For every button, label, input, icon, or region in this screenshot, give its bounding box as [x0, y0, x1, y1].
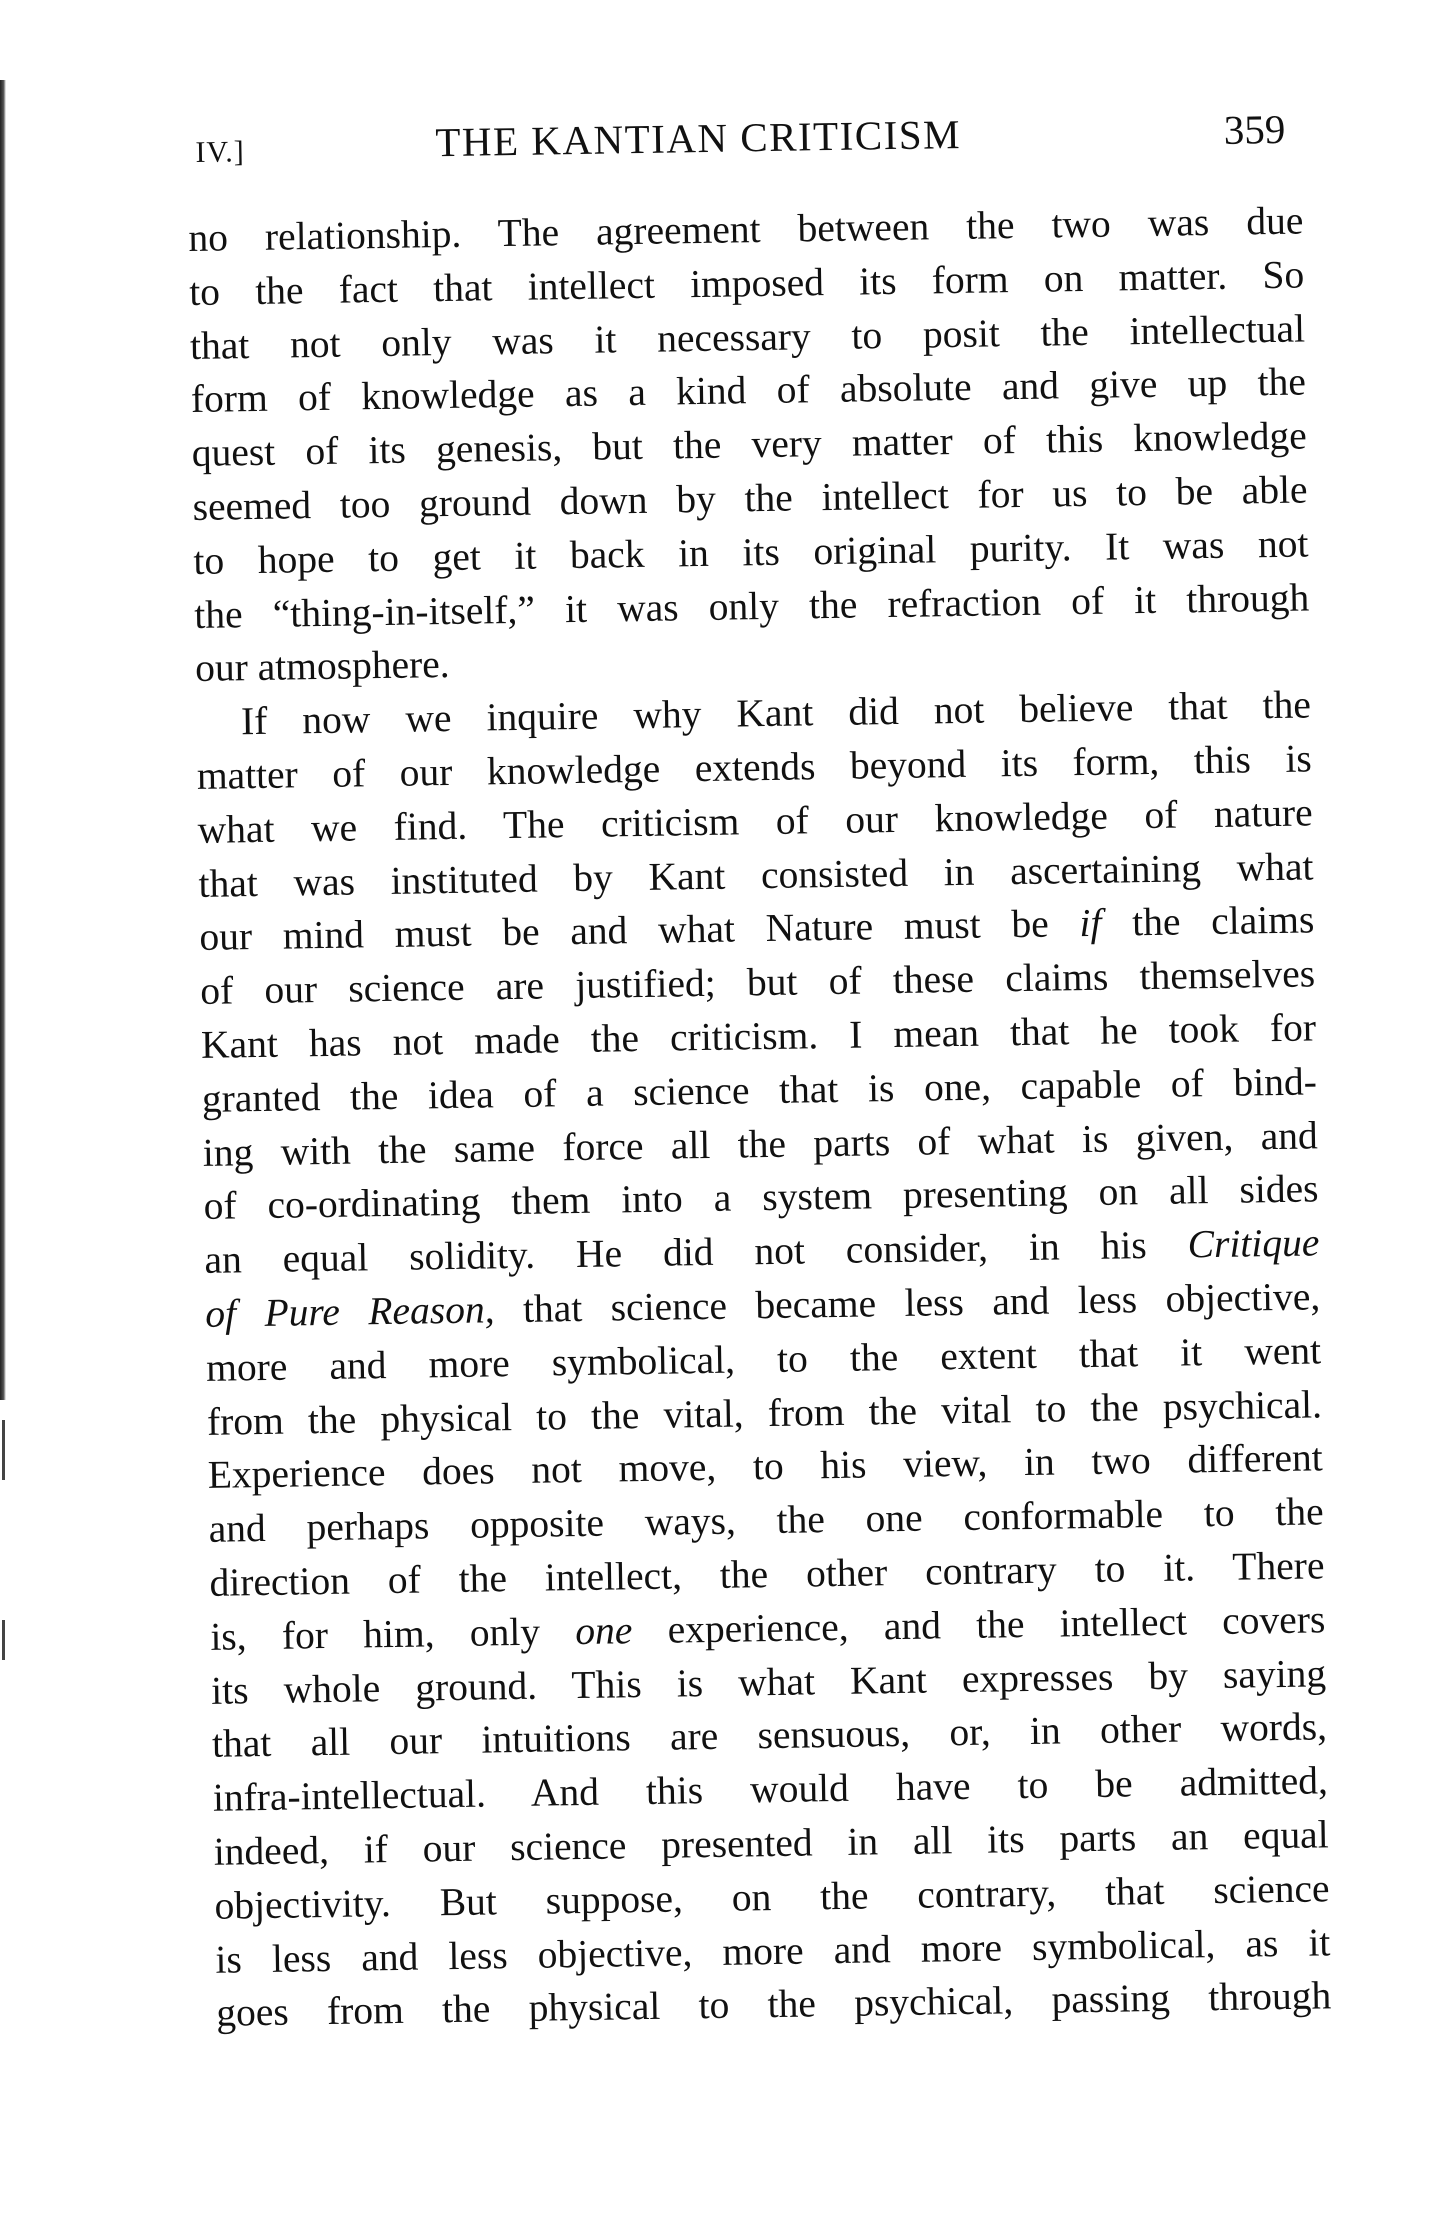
running-title: THE KANTIAN CRITICISM	[434, 110, 962, 166]
text-line: infra-intellectual. And this would have to be admitted,	[212, 1758, 1329, 1820]
text-line: of co-ordinating them into a system presenting on all sides	[203, 1166, 1319, 1229]
italic-text: Critique	[1187, 1220, 1320, 1267]
italic-text: of Pure Reason,	[204, 1287, 495, 1336]
text-line: our atmosphere.	[194, 642, 450, 691]
text-segment: the claims	[1131, 897, 1315, 945]
text-line: Experience does not move, to his view, in two different	[207, 1435, 1324, 1498]
text-line: Kant has not made the criticism. I mean that he took for	[200, 1005, 1317, 1067]
text-line: is less and less objective, more and more symbolical, as it	[215, 1919, 1331, 1982]
text-line: indeed, if our science presented in all its parts an equal	[213, 1812, 1329, 1874]
body-text	[188, 194, 1332, 2040]
text-line: and perhaps opposite ways, the one conformable to the	[208, 1489, 1324, 1551]
text-line: to the fact that intellect imposed its form on matter. So	[188, 252, 1305, 314]
text-line: granted the idea of a science that is one, capable of bind-	[201, 1059, 1318, 1121]
text-line: from the physical to the vital, from the vital to the psychical.	[206, 1381, 1323, 1444]
italic-text: if	[1079, 901, 1102, 946]
text-line: more and more symbolical, to the extent that it went	[205, 1328, 1322, 1390]
text-line: matter of our knowledge extends beyond its form, this is	[196, 736, 1313, 798]
paragraph-first-line: If now we inquire why Kant did not believe that the	[240, 682, 1312, 744]
text-line: that was instituted by Kant consisted in ascertaining what	[198, 843, 1314, 906]
page-binding-edge	[0, 80, 6, 1400]
text-line: to hope to get it back in its original purity. It was not	[193, 521, 1309, 583]
text-line: what we find. The criticism of our knowledge of nature	[197, 790, 1313, 852]
text-line: form of knowledge as a kind of absolute and give up the	[190, 359, 1307, 422]
page-number: 359	[1223, 105, 1286, 153]
text-segment: an equal solidity. He did not consider, in his	[204, 1223, 1148, 1283]
text-line: seemed too ground down by the intellect for us to be able	[192, 467, 1308, 529]
text-line: direction of the intellect, the other contrary to it. There	[209, 1543, 1325, 1605]
text-segment: is, for him, only	[210, 1609, 541, 1659]
text-segment: our mind must be and what Nature must be	[199, 901, 1050, 960]
text-line: goes from the physical to the psychical, passing through	[215, 1973, 1332, 2036]
binding-speck	[2, 1420, 5, 1480]
text-line: that all our intuitions are sensuous, or, in other words,	[211, 1704, 1328, 1767]
italic-text: one	[574, 1607, 633, 1653]
text-segment: experience, and the intellect covers	[667, 1597, 1326, 1652]
text-line: that not only was it necessary to posit the intellectual	[189, 306, 1306, 368]
text-line: quest of its genesis, but the very matter of this knowledge	[191, 413, 1307, 476]
text-line: the “thing-in-itself,” it was only the refraction of it through	[193, 575, 1310, 637]
binding-speck	[2, 1620, 5, 1660]
text-line: its whole ground. This is what Kant expresses by saying	[210, 1650, 1327, 1713]
chapter-section-marker: IV.]	[195, 135, 246, 169]
text-line: ing with the same force all the parts of what is given, and	[202, 1112, 1318, 1175]
running-head	[195, 105, 1286, 182]
text-segment: that science became less and less objective,	[522, 1274, 1321, 1331]
text-line: no relationship. The agreement between the two was due	[188, 198, 1304, 260]
text-line: of our science are justified; but of these claims themselves	[199, 951, 1316, 1014]
text-line: objectivity. But suppose, on the contrary, that science	[214, 1865, 1330, 1928]
